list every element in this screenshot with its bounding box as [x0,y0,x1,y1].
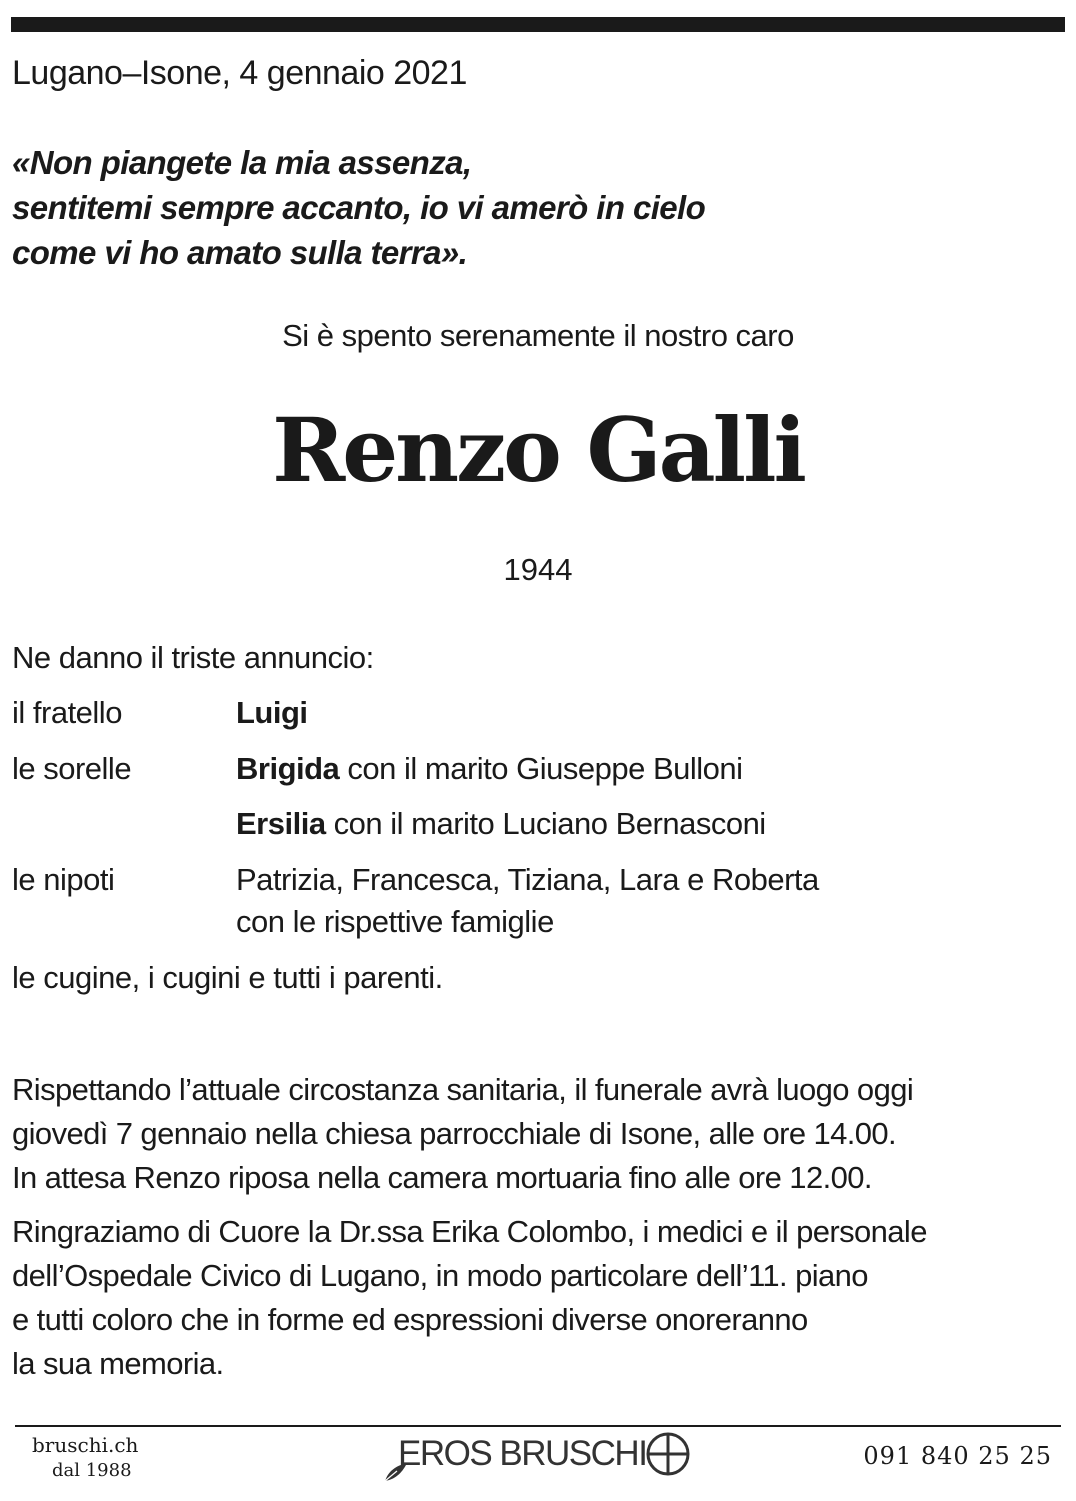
relative-name: Ersilia [236,806,326,841]
relative-detail: Patrizia, Francesca, Tiziana, Lara e Roberta [236,862,819,897]
footer-since: dal 1988 [52,1460,132,1481]
relative-detail: con il marito Giuseppe Bulloni [339,751,743,786]
footer-phone: 091 840 25 25 [863,1442,1052,1470]
quote [12,140,705,275]
funeral-line: In attesa Renzo riposa nella camera mortuaria fino alle ore 12.00. [12,1160,872,1195]
funeral-paragraph [12,1068,913,1200]
thanks-line: Ringraziamo di Cuore la Dr.ssa Erika Colombo, i medici e il personale [12,1214,927,1249]
relative-value [236,695,308,731]
relative-label: le nipoti [12,862,115,897]
dateline: Lugano–Isone, 4 gennaio 2021 [12,54,467,92]
thanks-paragraph [12,1210,927,1386]
top-rule [11,17,1065,32]
thanks-line: e tutti coloro che in forme ed espressioni diverse onoreranno [12,1302,808,1337]
funeral-line: Rispettando l’attuale circostanza sanitaria, il funerale avrà luogo oggi [12,1072,914,1107]
relative-value [236,904,554,940]
relative-label: le sorelle [12,751,132,786]
footer-website: bruschi.ch [32,1433,139,1457]
thanks-line: la sua memoria. [12,1346,224,1381]
relative-value [236,806,766,842]
relative-detail: con il marito Luciano Bernasconi [325,806,766,841]
relative-value [236,751,743,787]
announce-heading: Ne danno il triste annuncio: [12,640,374,675]
deceased-name: Renzo Galli [272,398,804,502]
birth-year: 1944 [503,552,573,587]
relative-value [236,862,819,898]
relatives-closing: le cugine, i cugini e tutti i parenti. [12,960,443,995]
cross-circle-icon [645,1431,691,1477]
quote-line: sentitemi sempre accanto, io vi amerò in cielo [12,189,706,226]
quote-line: «Non piangete la mia assenza, [12,144,472,181]
notice-intro: Si è spento serenamente il nostro caro [282,318,794,353]
quote-line: come vi ho amato sulla terra». [12,234,468,271]
relative-name: Luigi [236,695,308,730]
relative-label: il fratello [12,695,122,730]
thanks-line: dell’Ospedale Civico di Lugano, in modo particolare dell’11. piano [12,1258,868,1293]
relative-name: Brigida [236,751,340,786]
footer-brand: EROS BRUSCHI [398,1434,647,1473]
relative-detail: con le rispettive famiglie [236,904,554,939]
funeral-line: giovedì 7 gennaio nella chiesa parrocchiale di Isone, alle ore 14.00. [12,1116,897,1151]
bottom-rule [15,1425,1061,1427]
